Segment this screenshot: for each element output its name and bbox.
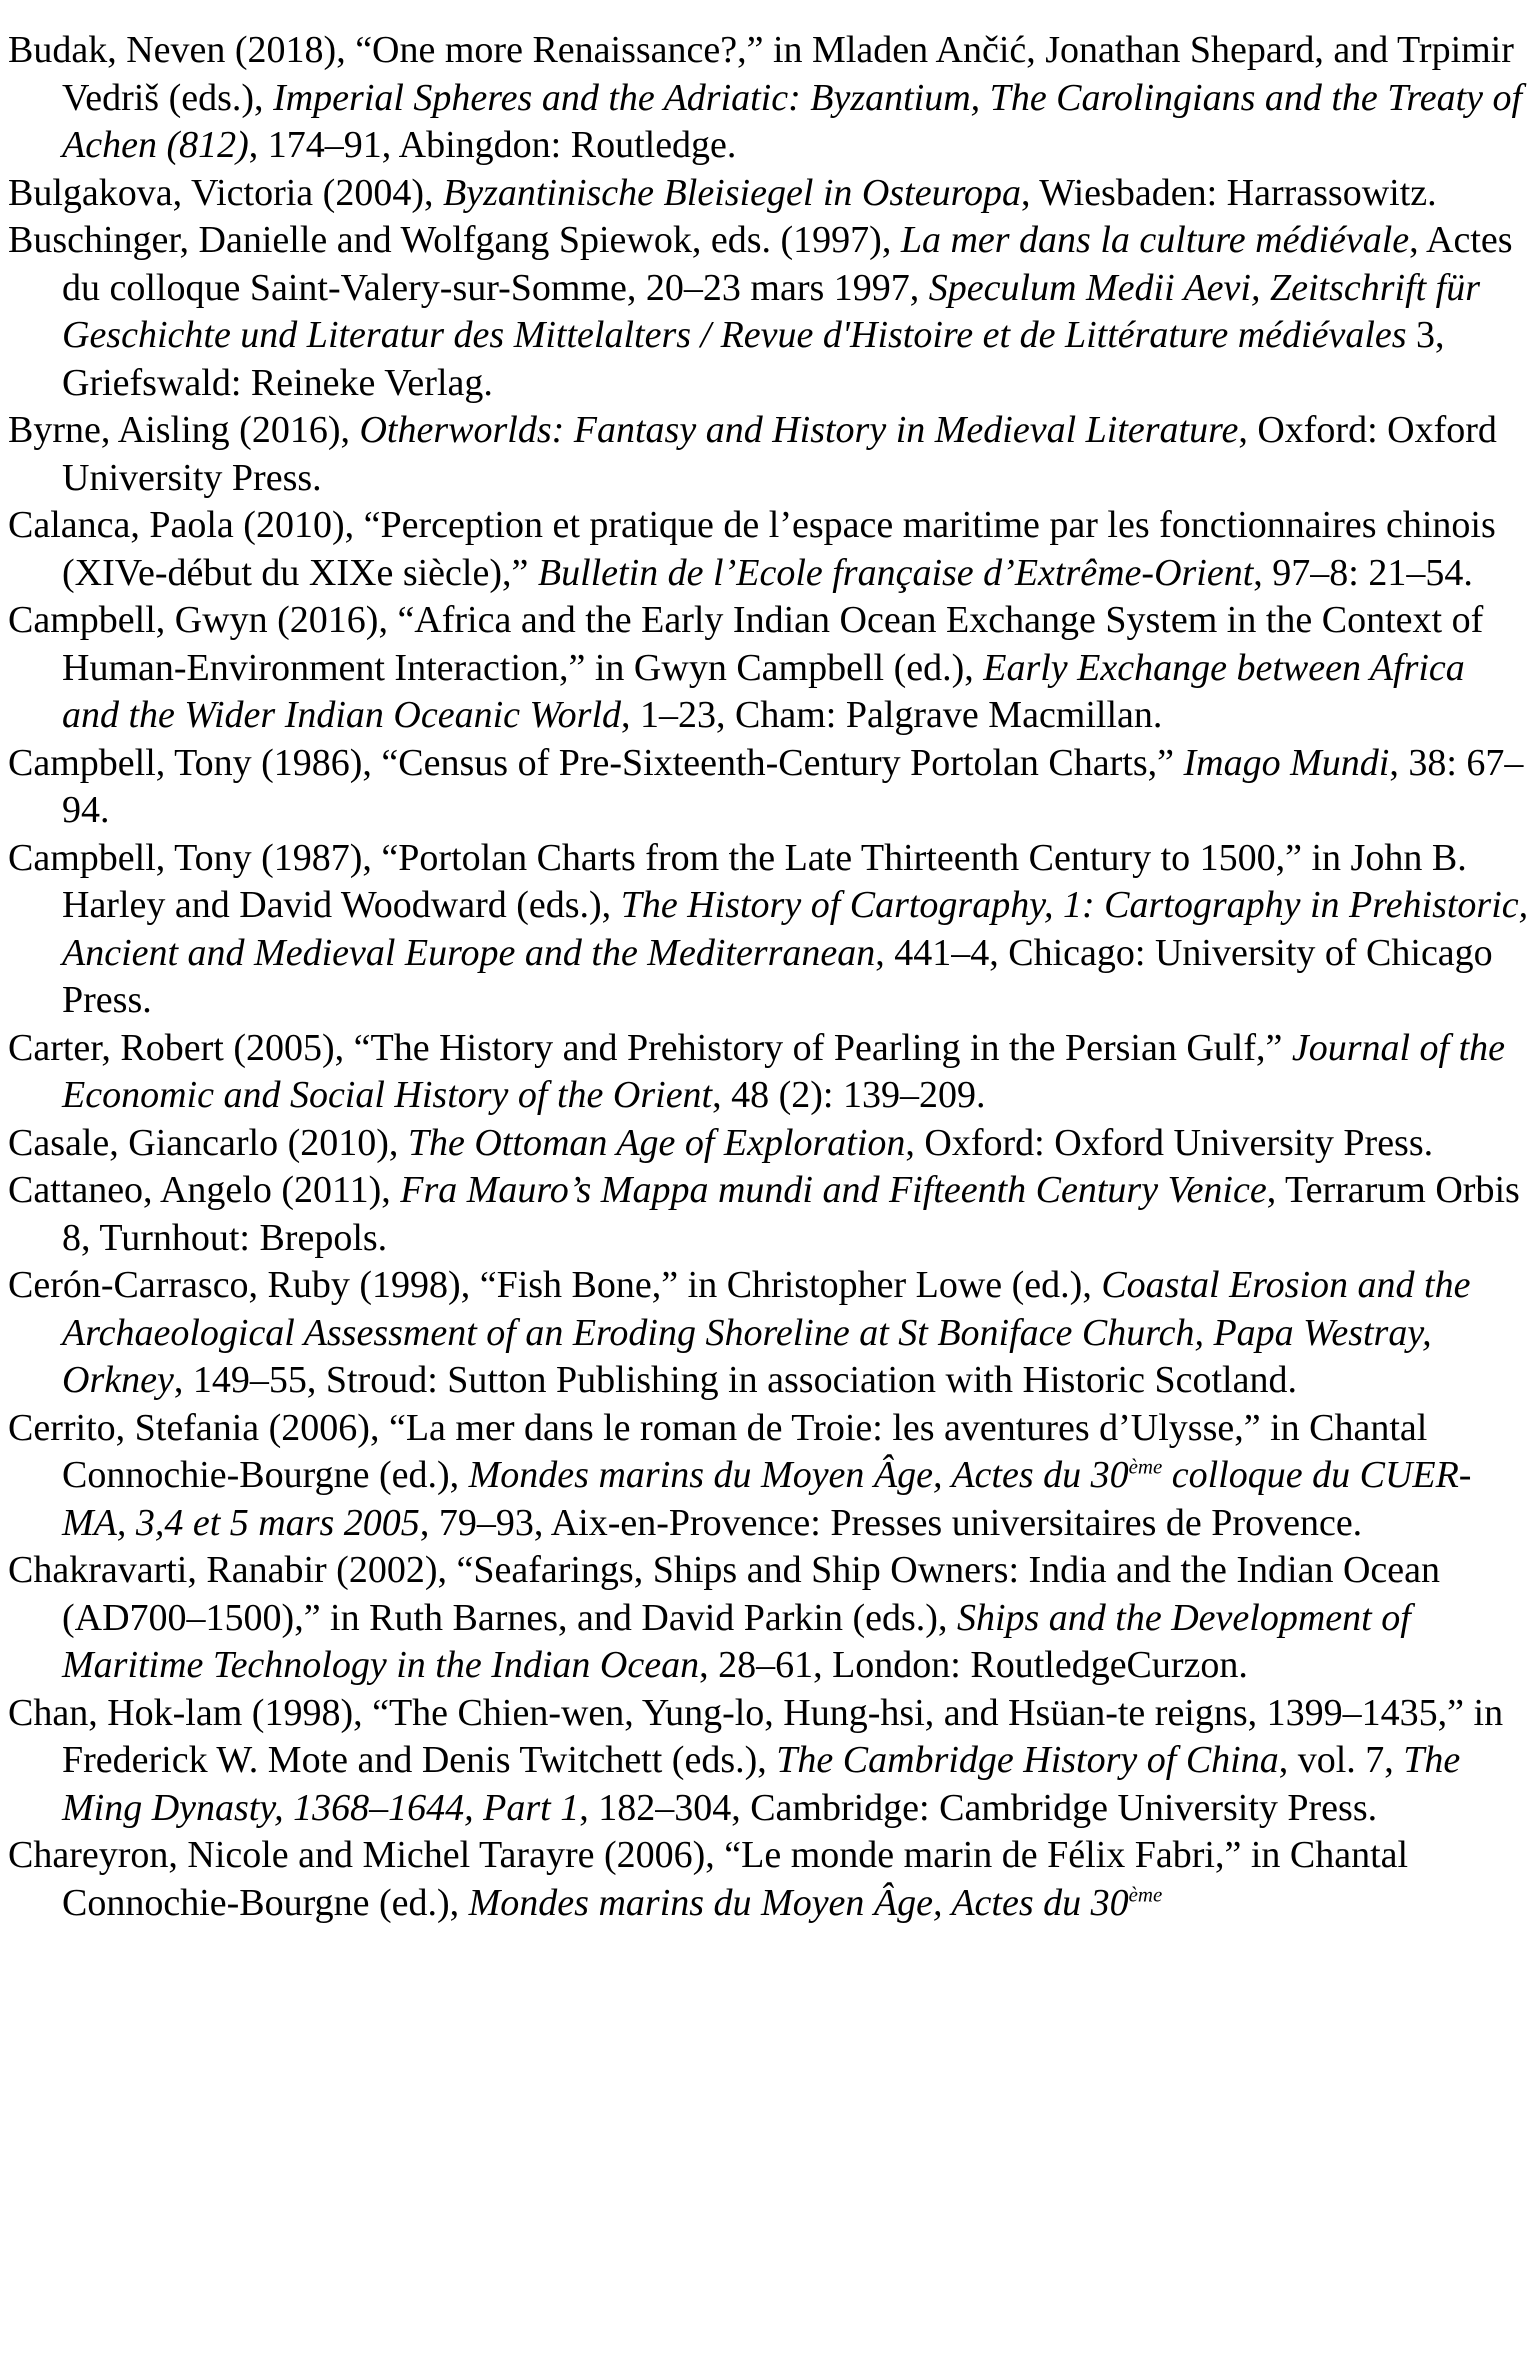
entry-text: Budak, Neven (2018), “One more Renaissance?,” in Mladen Ančić, Jonathan Shepard, and Trpimir Vedriš (eds.), [8,29,1514,119]
entry-text: , Wiesbaden: Harrassowitz. [1020,171,1437,214]
bibliography [8,27,1531,1927]
entry-text: , vol. 7, [1278,1739,1404,1781]
entry-title-italic: La mer dans la culture médiévale [900,219,1410,261]
entry-text: Chareyron, Nicole and Michel Tarayre (2006), “Le monde marin de Félix Fabri,” in Chantal Connochie-Bourgne (ed.), [8,1834,1409,1924]
entry-text: , Oxford: Oxford University Press. [905,1121,1434,1164]
entry-title-italic: colloque du CUER-MA, 3,4 et 5 mars 2005 [62,1454,1472,1544]
entry-text: , 97–8: 21–54. [1253,551,1473,594]
entry-text: Cattaneo, Angelo (2011), [8,1169,401,1211]
entry-title-italic: The Cambridge History of China [776,1739,1279,1781]
entry-text: Campbell, Tony (1986), “Census of Pre-Sixteenth-Century Portolan Charts,” [8,741,1184,784]
entry-text: Bulgakova, Victoria (2004), [8,171,443,214]
entry-text: 3, Griefswald: Reineke Verlag. [62,314,1445,404]
entry-text: Buschinger, Danielle and Wolfgang Spiewok, eds. (1997), [8,219,901,261]
entry-title-italic: The Ottoman Age of Exploration [407,1121,906,1164]
bibliography-entry [8,407,1531,502]
entry-title-italic: The History of Cartography, 1: Cartography in Prehistoric, Ancient and Medieval Europe and the Mediterranean [62,884,1529,974]
entry-text: , 28–61, London: RoutledgeCurzon. [699,1644,1248,1686]
entry-title-italic: Bulletin de l’Ecole française d’Extrême-Orient [537,551,1254,594]
entry-text: Chakravarti, Ranabir (2002), “Seafarings, Ships and Ship Owners: India and the Indian Ocean (AD700–1500),” in Ruth Barnes, and David Parkin (eds.), [8,1549,1440,1639]
entry-text: , 441–4, Chicago: University of Chicago Press. [62,931,1493,1021]
entry-text: , 79–93, Aix-en-Provence: Presses universitaires de Provence. [419,1501,1363,1544]
entry-superscript: ème [1128,1454,1163,1479]
entry-text: , Actes du colloque Saint-Valery-sur-Somme, 20–23 mars 1997, [62,219,1513,309]
entry-text: , Terrarum Orbis 8, Turnhout: Brepols. [62,1169,1520,1259]
entry-title-italic: Speculum Medii Aevi, Zeitschrift für Geschichte und Literatur des Mittelalters / Revue d'Histoire et de Littérature médiévales [62,266,1481,356]
entry-superscript: ème [1128,1881,1163,1906]
entry-title-italic: Ships and the Development of Maritime Technology in the Indian Ocean [62,1596,1411,1686]
entry-text: , 48 (2): 139–209. [712,1074,986,1116]
entry-title-italic: Imago Mundi [1183,741,1390,784]
bibliography-entry [8,1025,1531,1120]
entry-text: Casale, Giancarlo (2010), [8,1121,408,1164]
bibliography-entry [8,835,1531,1025]
entry-text: , 149–55, Stroud: Sutton Publishing in association with Historic Scotland. [173,1359,1297,1401]
bibliography-entry [8,170,1531,218]
entry-text: , 38: 67–94. [62,741,1524,831]
entry-text: , 1–23, Cham: Palgrave Macmillan. [621,694,1163,736]
bibliography-entry [8,1405,1531,1548]
bibliography-entry [8,502,1531,597]
entry-title-italic: Otherworlds: Fantasy and History in Medieval Literature [359,409,1239,451]
entry-title-italic: Coastal Erosion and the Archaeological Assessment of an Eroding Shoreline at St Boniface Church, Papa Westray, Orkney [62,1264,1471,1401]
bibliography-entry [8,1120,1531,1168]
entry-text: , Oxford: Oxford University Press. [62,409,1497,499]
entry-title-italic: The Ming Dynasty, 1368–1644, Part 1 [62,1739,1461,1829]
entry-title-italic: Mondes marins du Moyen Âge, Actes du 30 [468,1881,1129,1924]
bibliography-entry [8,1262,1531,1405]
entry-title-italic: Fra Mauro’s Mappa mundi and Fifteenth Century Venice [400,1169,1267,1211]
entry-title-italic: Early Exchange between Africa and the Wider Indian Oceanic World [62,646,1465,736]
entry-title-italic: Mondes marins du Moyen Âge, Actes du 30 [468,1454,1129,1496]
entry-text: Byrne, Aisling (2016), [8,409,360,451]
bibliography-entry [8,1167,1531,1262]
entry-text: Campbell, Gwyn (2016), “Africa and the Early Indian Ocean Exchange System in the Context of Human-Environment Interaction,” in Gwyn Campbell (ed.), [8,599,1484,689]
entry-text: Carter, Robert (2005), “The History and Prehistory of Pearling in the Persian Gulf,” [8,1026,1292,1069]
bibliography-entry [8,1547,1531,1690]
entry-text: Campbell, Tony (1987), “Portolan Charts from the Late Thirteenth Century to 1500,” in John B. Harley and David Woodward (eds.), [8,836,1467,926]
entry-text: , 174–91, Abingdon: Routledge. [248,124,737,166]
entry-text: Chan, Hok-lam (1998), “The Chien-wen, Yung-lo, Hung-hsi, and Hsüan-te reigns, 1399–1435,” in Frederick W. Mote and Denis Twitchett (eds.), [8,1691,1504,1781]
entry-title-italic: Byzantinische Bleisiegel in Osteuropa [442,171,1021,214]
bibliography-entry [8,217,1531,407]
entry-text: , 182–304, Cambridge: Cambridge University Press. [579,1786,1378,1829]
entry-title-italic: Imperial Spheres and the Adriatic: Byzantium, The Carolingians and the Treaty of Achen (812) [62,76,1523,166]
bibliography-entry [8,740,1531,835]
entry-text: Cerrito, Stefania (2006), “La mer dans le roman de Troie: les aventures d’Ulysse,” in Chantal Connochie-Bourgne (ed.), [8,1406,1428,1496]
entry-text: Cerón-Carrasco, Ruby (1998), “Fish Bone,” in Christopher Lowe (ed.), [8,1264,1102,1306]
entry-title-italic: Journal of the Economic and Social History of the Orient [62,1026,1506,1116]
bibliography-entry [8,1690,1531,1833]
entry-text: Calanca, Paola (2010), “Perception et pratique de l’espace maritime par les fonctionnaires chinois (XIVe-début du XIXe siècle),” [8,504,1496,594]
bibliography-entry [8,1832,1531,1927]
bibliography-entry [8,597,1531,740]
bibliography-entry [8,27,1531,170]
